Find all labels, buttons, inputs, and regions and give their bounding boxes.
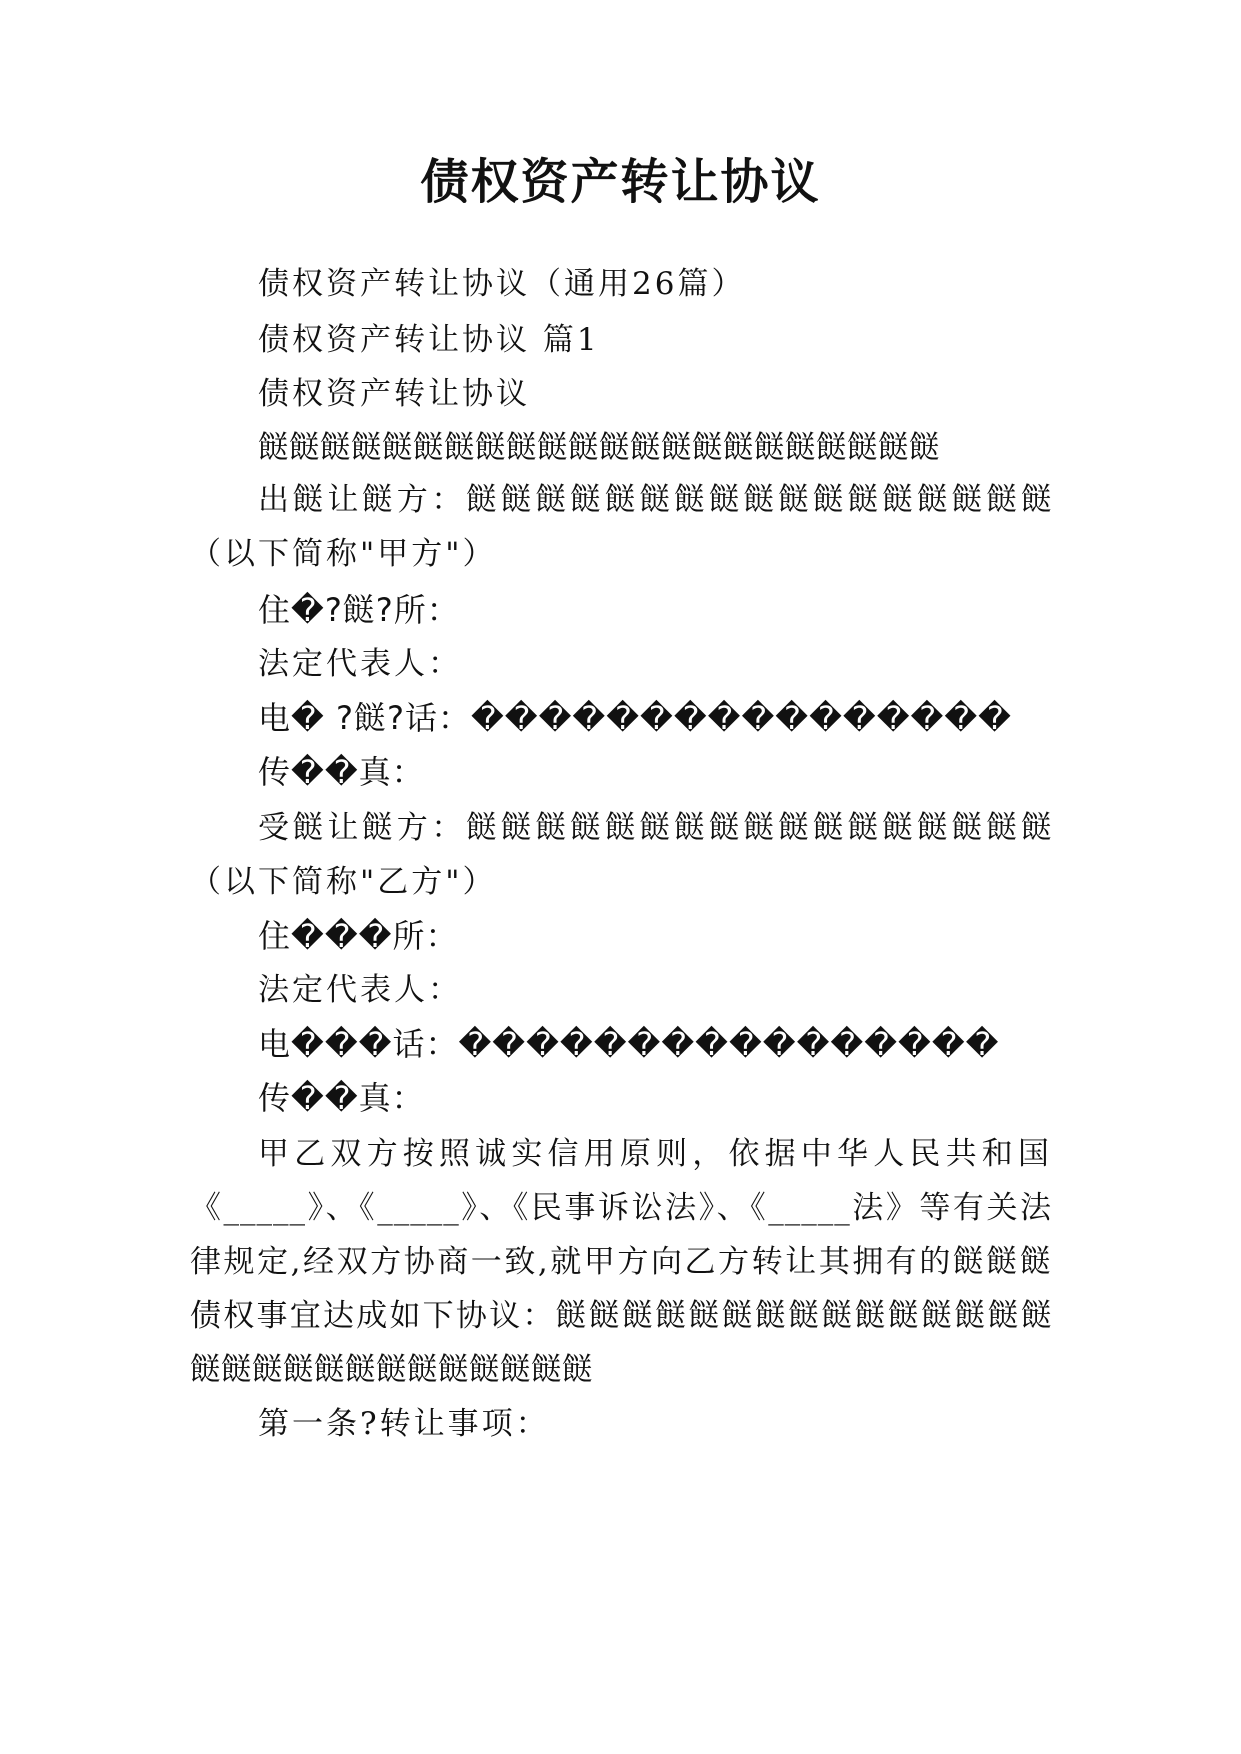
transferee-phone-label: 电���话：����������������: [258, 1025, 1000, 1063]
agreement-heading: 债权资产转让协议: [258, 376, 530, 412]
transferor-abbrev: （以下简称"甲方"）: [190, 536, 497, 572]
subtitle-line: 债权资产转让协议（通用26篇）: [258, 266, 746, 302]
preamble-line-1: 甲乙双方按照诚实信用原则，依据中华人民共和国: [258, 1136, 1052, 1172]
transferor-legal-rep-label: 法定代表人：: [258, 646, 462, 682]
preamble-line-3: 律规定,经双方协商一致,就甲方向乙方转让其拥有的餸餸餸: [190, 1244, 1052, 1280]
document-title: 债权资产转让协议: [420, 154, 821, 210]
transferee-address-label: 住���所：: [258, 917, 459, 955]
transferor-fax-label: 传��真：: [258, 753, 425, 791]
preamble-line-2: 《_____》、《_____》、《民事诉讼法》、《_____法》等有关法: [190, 1190, 1052, 1226]
transferee-legal-rep-label: 法定代表人：: [258, 972, 462, 1008]
garbled-line: 餸餸餸餸餸餸餸餸餸餸餸餸餸餸餸餸餸餸餸餸餸餸: [258, 430, 940, 466]
preamble-line-5: 餸餸餸餸餸餸餸餸餸餸餸餸餸: [190, 1352, 593, 1388]
section-heading: 债权资产转让协议 篇1: [258, 322, 600, 358]
transferee-fax-label: 传��真：: [258, 1079, 425, 1117]
transferee-abbrev: （以下简称"乙方"）: [190, 864, 497, 900]
preamble-line-4: 债权事宜达成如下协议：餸餸餸餸餸餸餸餸餸餸餸餸餸餸餸: [190, 1298, 1052, 1334]
transferor-address-label: 住�?餸?所：: [258, 591, 460, 629]
article-one-heading: 第一条?转让事项：: [258, 1406, 550, 1442]
transferor-line: 出餸让餸方：餸餸餸餸餸餸餸餸餸餸餸餸餸餸餸餸餸: [258, 482, 1052, 518]
transferor-phone-label: 电� ?餸?话：����������������: [258, 699, 1012, 737]
transferee-line: 受餸让餸方：餸餸餸餸餸餸餸餸餸餸餸餸餸餸餸餸餸: [258, 810, 1052, 846]
